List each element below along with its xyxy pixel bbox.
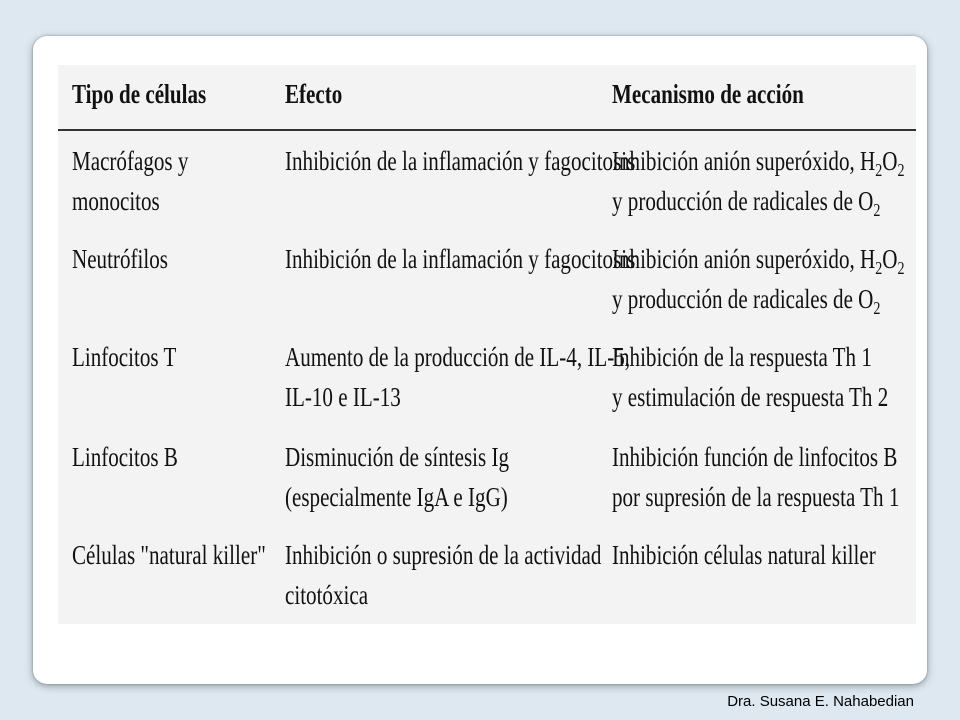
cell-line: (especialmente IgA e IgG) [285,482,508,512]
cell-mecanismo [612,141,904,221]
subscript: 2 [897,160,905,180]
cell-line: citotóxica [285,580,369,610]
cell-line: Linfocitos T [72,342,177,372]
cell-line [612,279,904,319]
text-run: Inhibición células natural killer [612,540,876,570]
cell-tipo [72,535,266,575]
cell-tipo [72,437,178,477]
cell-line: IL-10 e IL-13 [285,382,401,412]
cell-line [612,239,904,279]
cell-line: Neutrófilos [72,244,168,274]
cell-line [612,437,899,477]
cell-line: Inhibición de la inflamación y fagocitosis [285,244,636,274]
cell-line: Células "natural killer" [72,540,266,570]
cell-line: Disminución de síntesis Ig [285,442,510,472]
cell-line [612,535,876,575]
cell-efecto [285,337,630,417]
cell-tipo [72,337,176,377]
text-run: y producción de radicales de O [612,284,874,314]
cell-line: Macrófagos y [72,146,189,176]
cell-efecto [285,535,601,615]
cell-mecanismo [612,337,888,417]
cell-efecto [285,141,635,181]
cell-line [612,141,904,181]
cell-tipo [72,239,168,279]
text-run: Inhibición función de linfocitos B [612,442,898,472]
cell-tipo [72,141,188,221]
cell-line [612,337,888,377]
header-tipo-de-celulas: Tipo de células [72,79,207,109]
cell-mecanismo [612,437,899,517]
text-run: Inhibición anión superóxido, H [612,244,876,274]
subscript: 2 [873,200,881,220]
text-run: Inhibición de la respuesta Th 1 [612,342,872,372]
header-mecanismo-de-accion: Mecanismo de acción [612,79,804,109]
text-run: y producción de radicales de O [612,186,874,216]
cell-line: Inhibición o supresión de la actividad [285,540,602,570]
cell-line: Linfocitos B [72,442,178,472]
cell-mecanismo [612,535,876,575]
cell-line [612,477,899,517]
subscript: 2 [875,160,883,180]
cell-efecto [285,239,635,279]
cell-line: Aumento de la producción de IL-4, IL-5, [285,342,631,372]
header-efecto: Efecto [285,79,343,109]
subscript: 2 [873,298,881,318]
cell-line: monocitos [72,186,160,216]
cell-efecto [285,437,509,517]
author-credit: Dra. Susana E. Nahabedian [727,693,914,710]
header-divider [58,129,916,131]
subscript: 2 [897,258,905,278]
text-run: O [882,146,898,176]
subscript: 2 [875,258,883,278]
text-run: O [882,244,898,274]
cell-mecanismo [612,239,904,319]
cell-line [612,181,904,221]
data-table [58,65,916,624]
text-run: y estimulación de respuesta Th 2 [612,382,889,412]
cell-line [612,377,888,417]
cell-line: Inhibición de la inflamación y fagocitosis [285,146,636,176]
text-run: por supresión de la respuesta Th 1 [612,482,900,512]
text-run: Inhibición anión superóxido, H [612,146,876,176]
